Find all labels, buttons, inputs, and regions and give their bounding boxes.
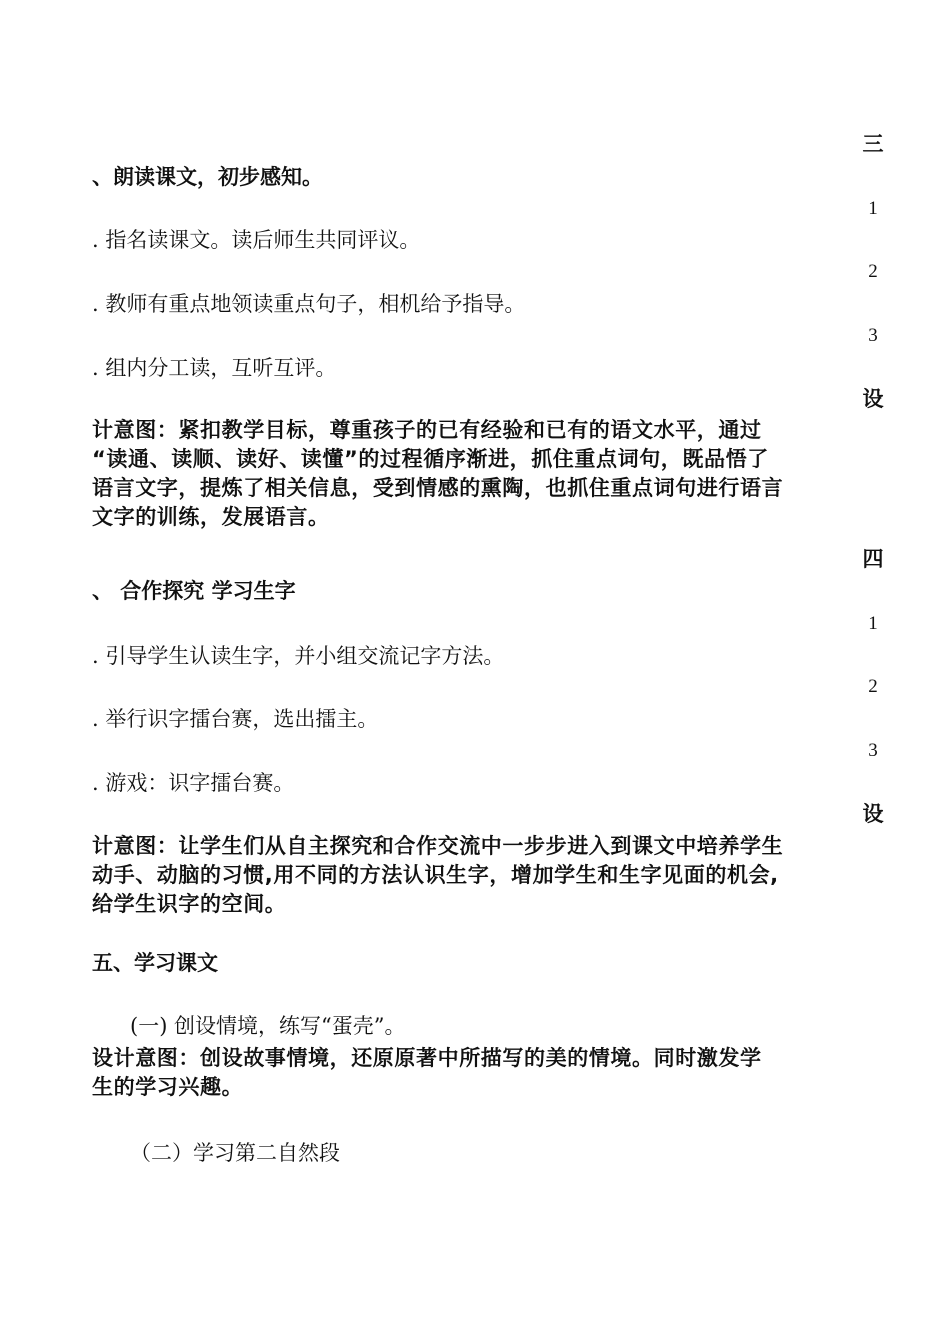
list-item: . 组内分工读，互听互评。 <box>92 356 337 380</box>
section-heading-study-text: 五、学习课文 <box>92 951 218 975</box>
paragraph-line: 给学生识字的空间。 <box>92 892 287 916</box>
margin-char-san: 三 <box>862 132 884 156</box>
margin-number-1: 1 <box>868 198 878 219</box>
section-heading-characters: 、 合作探究 学习生字 <box>92 579 296 603</box>
paragraph-line: “读通、读顺、读好、读懂”的过程循序渐进，抓住重点词句，既品悟了 <box>92 447 769 471</box>
paragraph-line: 计意图：让学生们从自主探究和合作交流中一步步进入到课文中培养学生 <box>92 834 784 858</box>
design-intent-paragraph <box>92 416 862 532</box>
paragraph-line: 文字的训练，发展语言。 <box>92 505 330 529</box>
section-heading-reading: 、朗读课文，初步感知。 <box>92 165 323 189</box>
paragraph-line: 计意图：紧扣教学目标，尊重孩子的已有经验和已有的语文水平，通过 <box>92 418 762 442</box>
margin-number-3: 3 <box>868 740 878 761</box>
list-item: . 教师有重点地领读重点句子，相机给予指导。 <box>92 292 526 316</box>
margin-number-2: 2 <box>868 676 878 697</box>
design-intent-paragraph <box>92 832 862 919</box>
margin-char-she: 设 <box>862 802 884 826</box>
subsection-heading: （二）学习第二自然段 <box>130 1141 340 1165</box>
margin-number-3: 3 <box>868 325 878 346</box>
paragraph-line: 生的学习兴趣。 <box>92 1075 244 1099</box>
margin-char-she: 设 <box>862 387 884 411</box>
design-intent-paragraph <box>92 1044 862 1102</box>
margin-char-si: 四 <box>862 547 884 571</box>
paragraph-line: 动手、动脑的习惯,用不同的方法认识生字，增加学生和生字见面的机会, <box>92 863 779 887</box>
margin-number-2: 2 <box>868 261 878 282</box>
margin-number-1: 1 <box>868 613 878 634</box>
list-item: . 引导学生认读生字，并小组交流记字方法。 <box>92 644 505 668</box>
list-item: . 举行识字擂台赛，选出擂主。 <box>92 707 379 731</box>
subsection-heading: (一) 创设情境，练写“蛋壳”。 <box>130 1014 406 1038</box>
list-item: . 指名读课文。读后师生共同评议。 <box>92 228 421 252</box>
paragraph-line: 语言文字，提炼了相关信息，受到情感的熏陶，也抓住重点词句进行语言 <box>92 476 784 500</box>
list-item: . 游戏：识字擂台赛。 <box>92 771 295 795</box>
paragraph-line: 设计意图：创设故事情境，还原原著中所描写的美的情境。同时激发学 <box>92 1046 762 1070</box>
